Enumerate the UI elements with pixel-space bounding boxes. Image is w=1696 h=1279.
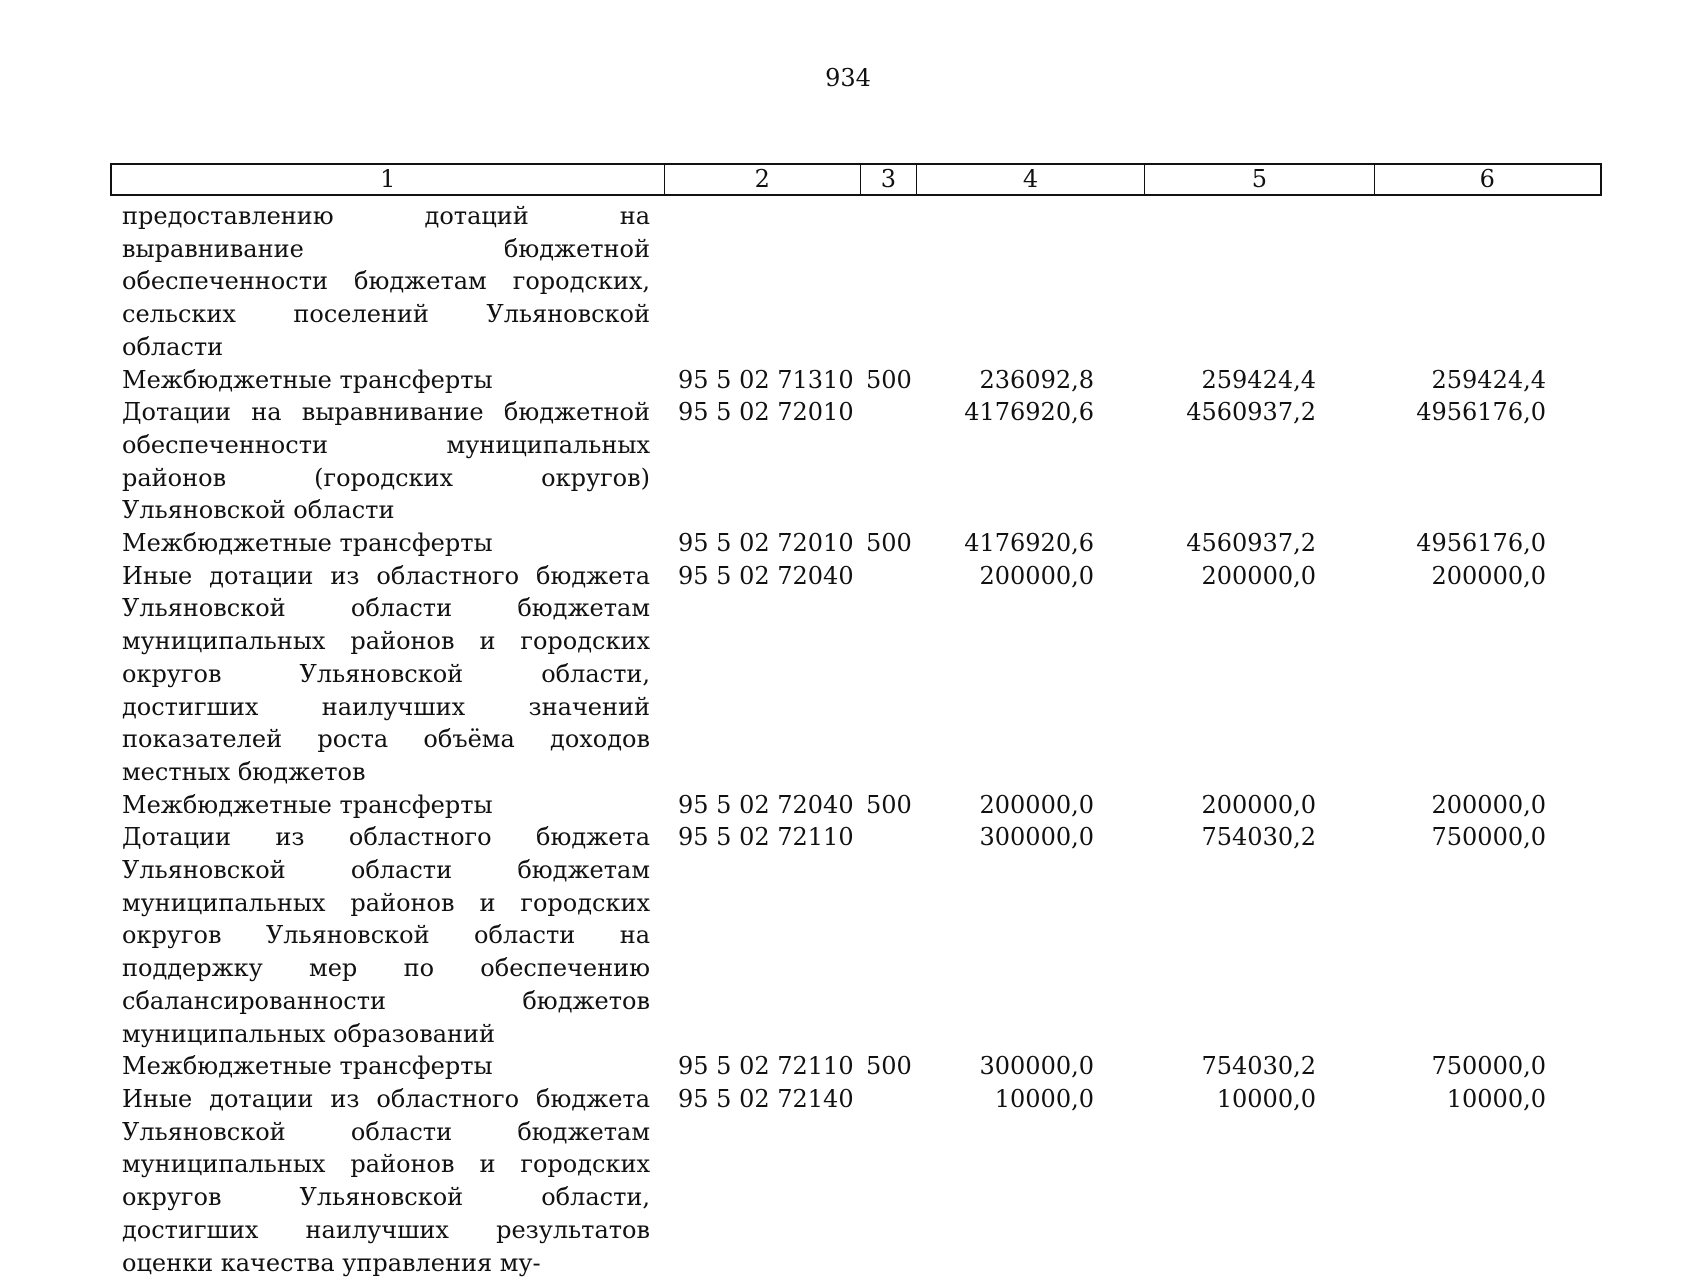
row-description: Межбюджетные трансферты (122, 790, 493, 819)
row-value-col6: 10000,0 (1446, 1084, 1546, 1113)
row-value-col5: 754030,2 (1201, 1052, 1316, 1081)
row-value-col6: 750000,0 (1431, 1052, 1546, 1081)
page-number: 934 (825, 64, 871, 92)
header-col-3: 3 (861, 165, 917, 194)
row-value-col5: 754030,2 (1201, 823, 1316, 852)
table-row (0, 1050, 1696, 1083)
row-type: 500 (866, 365, 912, 394)
row-value-col4: 4176920,6 (964, 529, 1094, 558)
row-value-col4: 300000,0 (979, 823, 1094, 852)
table-row (0, 364, 1696, 397)
table-row (0, 789, 1696, 822)
table-body (0, 200, 1696, 1279)
row-value-col5: 4560937,2 (1186, 398, 1316, 427)
table-row (0, 527, 1696, 560)
row-description: Иные дотации из областного бюджета Ульяновской области бюджетам муниципальных районов и городских округов Ульяновской области, достигших наилучших результатов оценки качества управления му- (122, 1084, 650, 1277)
row-value-col4: 300000,0 (979, 1052, 1094, 1081)
row-description: Межбюджетные трансферты (122, 529, 493, 558)
row-value-col4: 10000,0 (994, 1084, 1094, 1113)
row-value-col4: 200000,0 (979, 790, 1094, 819)
header-col-1: 1 (112, 165, 665, 194)
row-code: 95 5 02 72040 (678, 561, 854, 590)
row-code: 95 5 02 72010 (678, 398, 854, 427)
row-code: 95 5 02 72140 (678, 1084, 854, 1113)
row-description: Межбюджетные трансферты (122, 365, 493, 394)
row-value-col4: 200000,0 (979, 561, 1094, 590)
row-value-col6: 200000,0 (1431, 790, 1546, 819)
header-col-2: 2 (665, 165, 861, 194)
row-value-col5: 200000,0 (1201, 790, 1316, 819)
row-value-col6: 4956176,0 (1416, 529, 1546, 558)
table-row (0, 821, 1696, 1050)
row-type: 500 (866, 790, 912, 819)
header-col-5: 5 (1145, 165, 1374, 194)
row-description: предоставлению дотаций на выравнивание бюджетной обеспеченности бюджетам городских, сельских поселений Ульяновской области (122, 202, 650, 361)
row-value-col6: 750000,0 (1431, 823, 1546, 852)
row-value-col4: 4176920,6 (964, 398, 1094, 427)
row-description: Дотации на выравнивание бюджетной обеспеченности муниципальных районов (городских округов) Ульяновской области (122, 398, 650, 525)
row-value-col5: 10000,0 (1216, 1084, 1316, 1113)
table-row (0, 1083, 1696, 1279)
row-value-col5: 259424,4 (1201, 365, 1316, 394)
row-code: 95 5 02 71310 (678, 365, 854, 394)
table-row (0, 200, 1696, 364)
row-value-col6: 4956176,0 (1416, 398, 1546, 427)
row-description: Иные дотации из областного бюджета Ульяновской области бюджетам муниципальных районов и городских округов Ульяновской области, достигших наилучших значений показателей роста объёма доходов местных бюджетов (122, 561, 650, 786)
row-code: 95 5 02 72110 (678, 1052, 854, 1081)
row-code: 95 5 02 72010 (678, 529, 854, 558)
row-value-col6: 200000,0 (1431, 561, 1546, 590)
row-type: 500 (866, 529, 912, 558)
row-description: Межбюджетные трансферты (122, 1052, 493, 1081)
row-value-col6: 259424,4 (1431, 365, 1546, 394)
row-description: Дотации из областного бюджета Ульяновской области бюджетам муниципальных районов и городских округов Ульяновской области на поддержку мер по обеспечению сбалансированности бюджетов муниципальных образований (122, 823, 650, 1048)
row-code: 95 5 02 72110 (678, 823, 854, 852)
header-col-6: 6 (1479, 165, 1495, 193)
table-row (0, 560, 1696, 789)
row-value-col4: 236092,8 (979, 365, 1094, 394)
row-value-col5: 200000,0 (1201, 561, 1316, 590)
row-type: 500 (866, 1052, 912, 1081)
header-col-4: 4 (917, 165, 1145, 194)
table-row (0, 396, 1696, 527)
row-code: 95 5 02 72040 (678, 790, 854, 819)
table-header (110, 163, 1602, 196)
row-value-col5: 4560937,2 (1186, 529, 1316, 558)
